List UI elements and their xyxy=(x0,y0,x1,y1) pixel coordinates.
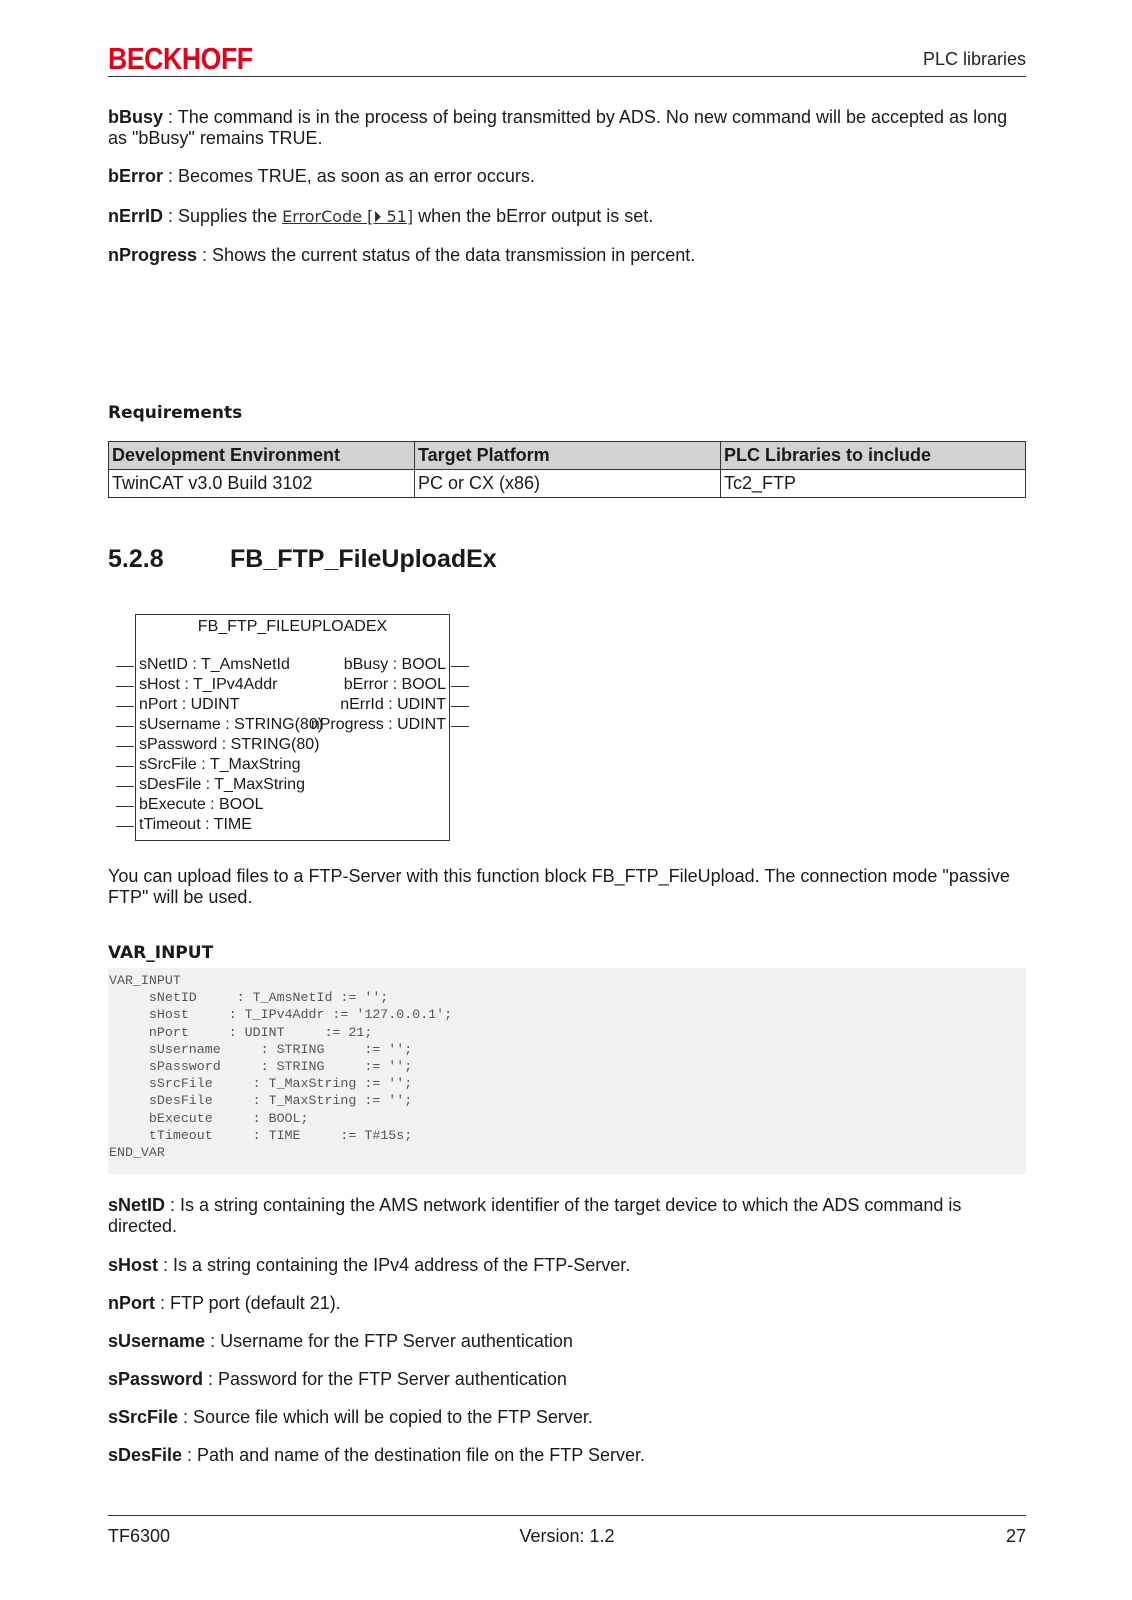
fb-output-pin: bError : BOOL xyxy=(343,676,446,693)
param-name: sSrcFile xyxy=(108,1407,179,1427)
footer-product: TF6300 xyxy=(108,1526,171,1546)
table-cell: PC or CX (x86) xyxy=(415,470,721,498)
output-pin-line xyxy=(451,726,469,727)
function-block-name: FB_FTP_FILEUPLOADEX xyxy=(197,618,388,635)
fb-input-pin: tTimeout : TIME xyxy=(139,816,252,833)
page-footer xyxy=(108,1515,1026,1556)
param-desc-nprogress xyxy=(108,245,1026,266)
input-pin-line xyxy=(116,706,134,707)
input-desc-shost xyxy=(108,1255,1026,1276)
param-name: bError xyxy=(108,166,164,186)
input-pin-line xyxy=(116,826,134,827)
input-desc-nport xyxy=(108,1293,1026,1314)
header-section-label: PLC libraries xyxy=(922,49,1026,69)
param-desc-berror xyxy=(108,166,1026,187)
var-input-heading: VAR_INPUT xyxy=(108,943,214,963)
fb-input-pin: sNetID : T_AmsNetId xyxy=(139,656,290,673)
input-desc-snetid xyxy=(108,1195,1026,1237)
fb-output-pin: bBusy : BOOL xyxy=(343,656,446,673)
section-number: 5.2.8 xyxy=(108,545,164,573)
beckhoff-logo: BECKHOFF xyxy=(108,41,253,76)
output-pin-line xyxy=(451,666,469,667)
param-text: : Is a string containing the AMS network identifier of the target device to which the ADS command is directed. xyxy=(108,1195,962,1236)
input-pin-line xyxy=(116,746,134,747)
param-name: nProgress xyxy=(108,245,198,265)
fb-input-pin: nPort : UDINT xyxy=(139,696,240,713)
output-pin-line xyxy=(451,686,469,687)
param-name: nErrID xyxy=(108,206,164,226)
input-pin-line xyxy=(116,766,134,767)
param-desc-bbusy xyxy=(108,107,1026,149)
fb-input-pin: sSrcFile : T_MaxString xyxy=(139,756,301,773)
table-header-cell: Target Platform xyxy=(415,442,721,470)
input-pin-line xyxy=(116,806,134,807)
fb-output-pin: nProgress : UDINT xyxy=(310,716,446,733)
document-page xyxy=(108,0,1026,1600)
param-text: : Username for the FTP Server authentication xyxy=(205,1331,573,1351)
footer-version: Version: 1.2 xyxy=(519,1526,615,1546)
requirements-heading: Requirements xyxy=(108,403,243,423)
table-header-cell: PLC Libraries to include xyxy=(721,442,1026,470)
table-cell: TwinCAT v3.0 Build 3102 xyxy=(109,470,415,498)
input-pin-line xyxy=(116,686,134,687)
fb-output-pin: nErrId : UDINT xyxy=(340,696,446,713)
param-name: sPassword xyxy=(108,1369,204,1389)
page-header xyxy=(108,40,1026,77)
param-name: sUsername xyxy=(108,1331,206,1351)
input-pin-line xyxy=(116,786,134,787)
fb-input-pin: sHost : T_IPv4Addr xyxy=(139,676,278,693)
fb-input-pin: sDesFile : T_MaxString xyxy=(139,776,305,793)
input-pin-line xyxy=(116,666,134,667)
param-name: sNetID xyxy=(108,1195,166,1215)
footer-page-number: 27 xyxy=(1005,1526,1026,1546)
param-text: : Is a string containing the IPv4 address of the FTP-Server. xyxy=(158,1255,631,1275)
input-desc-sdesfile xyxy=(108,1445,1026,1466)
param-desc-nerrid xyxy=(108,206,1026,227)
param-text: : Supplies the xyxy=(163,206,283,226)
param-text: : Path and name of the destination file on the FTP Server. xyxy=(182,1445,645,1465)
table-header-row xyxy=(109,442,1026,470)
fb-input-pin: sPassword : STRING(80) xyxy=(139,736,320,753)
param-text: : FTP port (default 21). xyxy=(155,1293,341,1313)
param-name: sHost xyxy=(108,1255,159,1275)
input-desc-susername xyxy=(108,1331,1026,1352)
fb-input-pin: sUsername : STRING(80) xyxy=(139,716,324,733)
param-text: : Becomes TRUE, as soon as an error occurs. xyxy=(163,166,535,186)
function-block-diagram xyxy=(135,614,450,841)
table-row xyxy=(109,470,1026,498)
param-text-post: when the bError output is set. xyxy=(413,206,654,226)
requirements-table xyxy=(108,441,1026,498)
errorcode-link[interactable]: ErrorCode [⏵ 51] xyxy=(282,207,414,226)
output-pin-line xyxy=(451,706,469,707)
code-text: VAR_INPUT sNetID : T_AmsNetId := ''; sHost : T_IPv4Addr := '127.0.0.1'; nPort : UDINT := 21; sUsername : STRING := ''; sPassword : STRING := ''; sSrcFile : T_MaxString := ''; sDesFile : T_MaxString := ''; bExecute : BOOL; tTimeout : TIME := T#15s; END_VAR xyxy=(109,973,453,1161)
param-text: : Source file which will be copied to the FTP Server. xyxy=(178,1407,593,1427)
input-pin-line xyxy=(116,726,134,727)
intro-paragraph: You can upload files to a FTP-Server with this function block FB_FTP_FileUpload. The connection mode "passive FTP" will be used. xyxy=(108,866,1010,907)
table-cell: Tc2_FTP xyxy=(721,470,1026,498)
param-name: bBusy xyxy=(108,107,164,127)
param-name: nPort xyxy=(108,1293,155,1313)
section-title: FB_FTP_FileUploadEx xyxy=(230,545,497,573)
fb-input-pin: bExecute : BOOL xyxy=(139,796,264,813)
param-text: : The command is in the process of being transmitted by ADS. No new command will be accepted as long as "bBusy" remains TRUE. xyxy=(108,107,1008,148)
param-text: : Password for the FTP Server authentication xyxy=(203,1369,567,1389)
param-name: sDesFile xyxy=(108,1445,183,1465)
input-desc-ssrcfile xyxy=(108,1407,1026,1428)
code-block xyxy=(108,968,1026,1174)
input-desc-spassword xyxy=(108,1369,1026,1390)
param-text: : Shows the current status of the data transmission in percent. xyxy=(197,245,696,265)
table-header-cell: Development Environment xyxy=(109,442,415,470)
